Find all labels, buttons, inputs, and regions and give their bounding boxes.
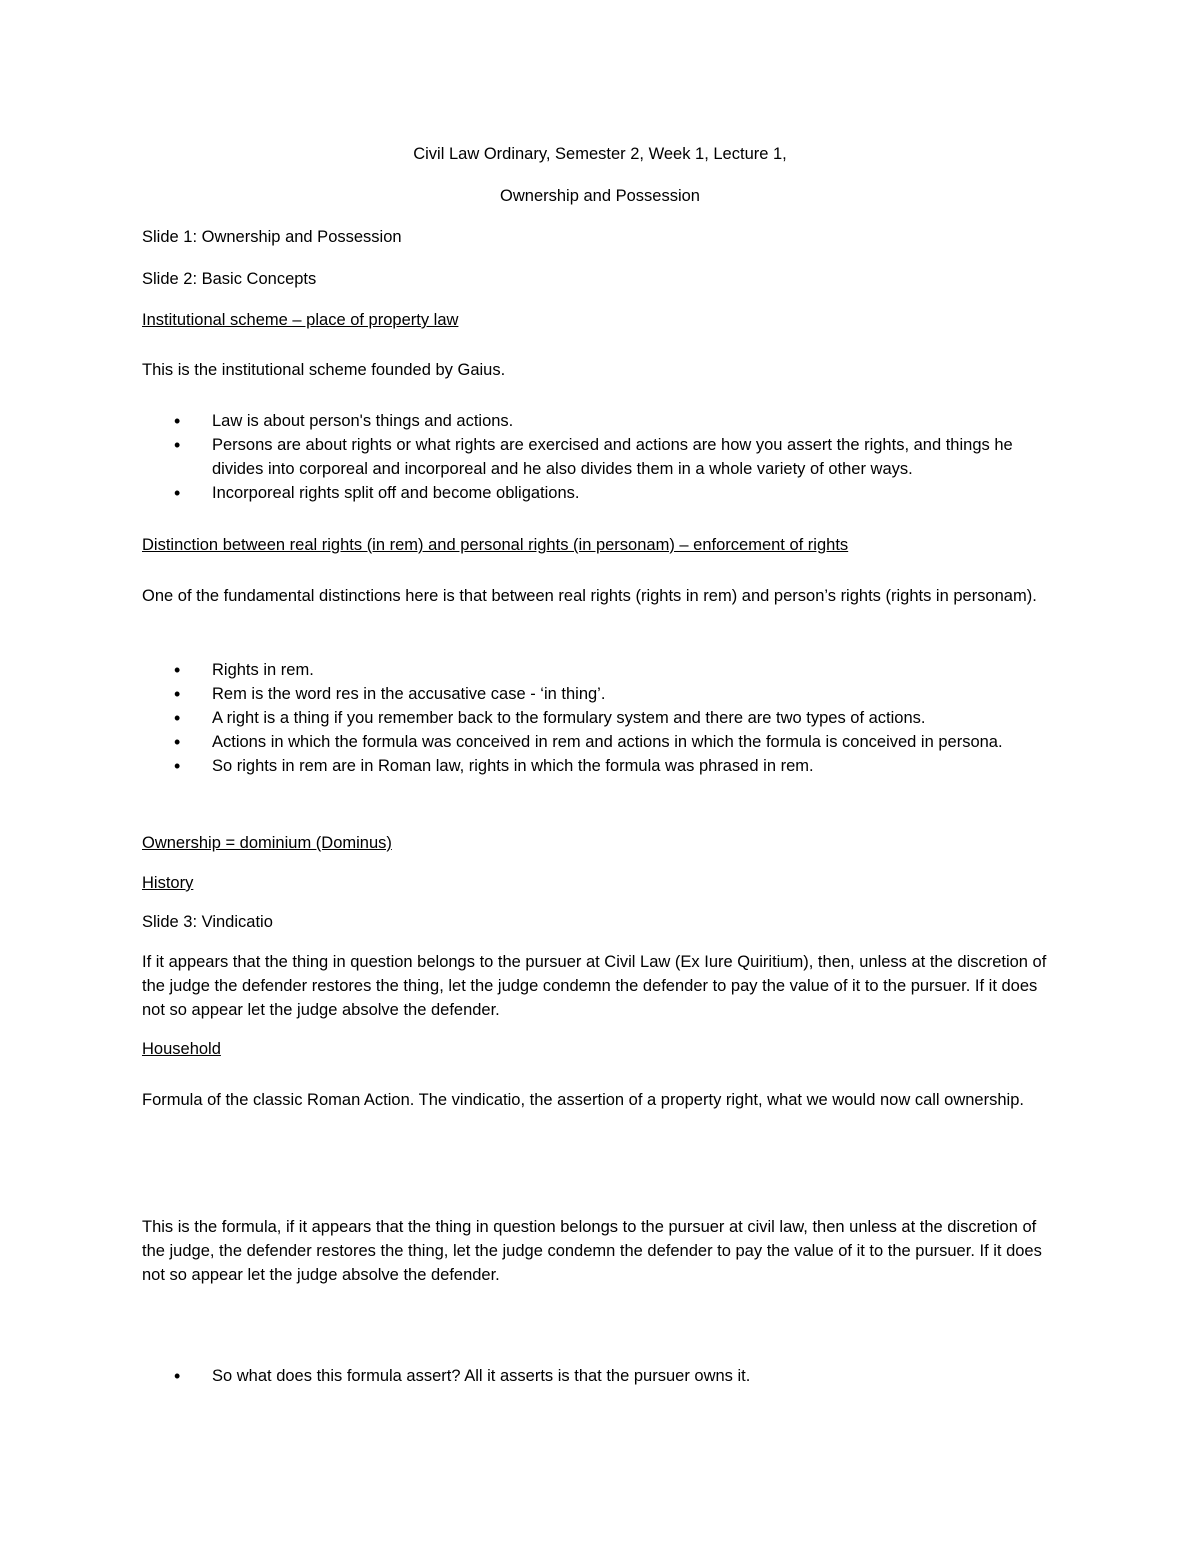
list-item: • Actions in which the formula was conceived in rem and actions in which the formula is conceived in persona. xyxy=(142,730,1062,754)
heading-institutional-scheme: Institutional scheme – place of property law xyxy=(142,311,459,329)
heading-distinction: Distinction between real rights (in rem) and personal rights (in personam) – enforcement of rights xyxy=(142,536,849,554)
paragraph-vindicatio: If it appears that the thing in question belongs to the pursuer at Civil Law (Ex Iure Quiritium), then, unless at the discretion of the judge the defender restores the thing, let the judge condemn the defender to pay the value of it to the pursuer. If it does not so appear let the judge absolve the defender. xyxy=(142,953,1047,1019)
paragraph-formula: Formula of the classic Roman Action. The vindicatio, the assertion of a property right, what we would now call ownership. xyxy=(142,1091,1024,1109)
heading-ownership: Ownership = dominium (Dominus) xyxy=(142,834,392,852)
list-item: • Law is about person's things and actions. xyxy=(142,409,1062,433)
bullet-list-1 xyxy=(142,409,1062,505)
heading-history: History xyxy=(142,874,194,892)
document-title-line2: Ownership and Possession xyxy=(500,187,700,205)
bullet-list-3 xyxy=(142,1364,1062,1388)
slide1-heading: Slide 1: Ownership and Possession xyxy=(142,228,402,246)
list-item: • So what does this formula assert? All it asserts is that the pursuer owns it. xyxy=(142,1364,1062,1388)
list-item: • Incorporeal rights split off and become obligations. xyxy=(142,481,1062,505)
paragraph-distinction: One of the fundamental distinctions here is that between real rights (rights in rem) and person’s rights (rights in personam). xyxy=(142,587,1037,605)
slide3-heading: Slide 3: Vindicatio xyxy=(142,913,273,931)
list-item: • Rights in rem. xyxy=(142,658,1062,682)
paragraph-gaius: This is the institutional scheme founded by Gaius. xyxy=(142,361,506,379)
list-item: • Persons are about rights or what rights are exercised and actions are how you assert the rights, and things he divides into corporeal and incorporeal and he also divides them in a whole variety of other ways. xyxy=(142,433,1062,481)
list-item: • Rem is the word res in the accusative case - ‘in thing’. xyxy=(142,682,1062,706)
list-item: • So rights in rem are in Roman law, rights in which the formula was phrased in rem. xyxy=(142,754,1062,778)
paragraph-formula-explanation: This is the formula, if it appears that the thing in question belongs to the pursuer at civil law, then unless at the discretion of the judge, the defender restores the thing, let the judge condemn the defender to pay the value of it to the pursuer. If it does not so appear let the judge absolve the defender. xyxy=(142,1218,1042,1284)
slide2-heading: Slide 2: Basic Concepts xyxy=(142,270,317,288)
list-item: • A right is a thing if you remember back to the formulary system and there are two types of actions. xyxy=(142,706,1062,730)
heading-household: Household xyxy=(142,1040,221,1058)
bullet-list-2 xyxy=(142,658,1062,778)
document-title-line1: Civil Law Ordinary, Semester 2, Week 1, Lecture 1, xyxy=(413,145,787,163)
